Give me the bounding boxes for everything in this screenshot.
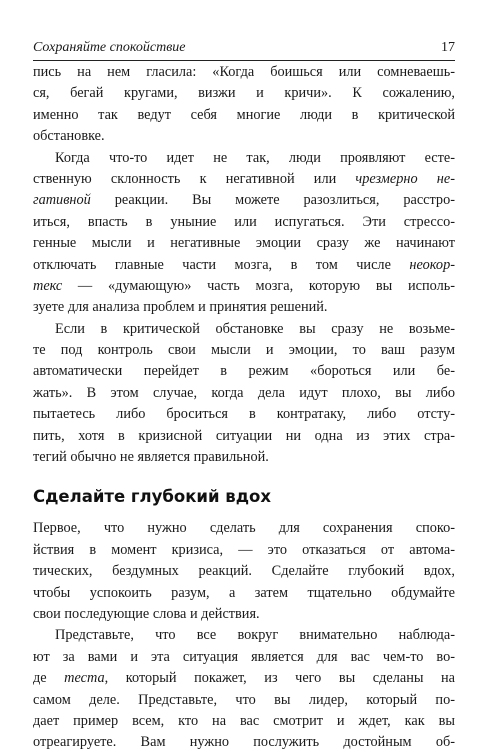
paragraph-5: [33, 625, 455, 753]
italic-term: чрезмерно не-: [355, 170, 455, 187]
text-line: гативной реакции. Вы можете разозлиться, расстро-: [33, 192, 455, 209]
text-line: чтобы успокоить разум, а затем тщательно обдумайте: [33, 584, 455, 601]
text-line: пись на нем гласила: «Когда боишься или сомневаешь-: [33, 64, 455, 80]
running-header: [33, 38, 455, 61]
text-line: Представьте, что все вокруг внимательно наблюда-: [55, 627, 455, 644]
text-line: самом деле. Представьте, что вы лидер, который по-: [33, 691, 455, 708]
text-line: йствия в момент кризиса, — это отказаться от автома-: [33, 541, 455, 558]
running-title: Сохраняйте спокойствие: [33, 40, 186, 55]
text-line: иться, впасть в уныние или испугаться. Эти стрессо-: [33, 213, 455, 230]
text-line: зуете для анализа проблем и принятия решений.: [33, 299, 328, 316]
text-line: пить, хотя в кризисной ситуации ни одна из этих стра-: [33, 427, 455, 444]
page-number: 17: [441, 40, 455, 55]
text-line: именно так ведут себя многие люди в критической: [33, 106, 455, 123]
text-line: свои последующие слова и действия.: [33, 605, 260, 622]
italic-term: гативной: [33, 192, 91, 209]
paragraph-1: [33, 62, 455, 148]
text-line: текс — «думающую» часть мозга, которую вы исполь-: [33, 277, 455, 294]
text-line: отреагируете. Вам нужно послужить достойным об-: [33, 734, 455, 751]
italic-term: неокор-: [409, 256, 455, 273]
text-line: обстановке.: [33, 128, 105, 145]
paragraph-2: [33, 148, 455, 319]
section-heading: Сделайте глубокий вдох: [33, 487, 272, 507]
text-line: де теста, который покажет, из чего вы сделаны на: [33, 670, 455, 687]
text-line: ственную склонность к негативной или чрезмерно не-: [33, 170, 455, 187]
text-line: те под контроль свои мысли и эмоции, то ваш разум: [33, 342, 455, 359]
paragraph-3: [33, 319, 455, 469]
text-line: тегий обычно не является правильной.: [33, 449, 269, 466]
text-line: жать». В этом случае, когда дела идут плохо, вы либо: [33, 384, 455, 401]
text-line: ют за вами и эта ситуация является для вас чем-то во-: [33, 648, 455, 665]
text-line: отключать главные части мозга, в том числе неокор-: [33, 256, 455, 273]
text-line: пытаетесь либо броситься в контратаку, либо отсту-: [33, 406, 455, 423]
text-line: Если в критической обстановке вы сразу не возьме-: [55, 320, 455, 337]
italic-term: текс: [33, 277, 63, 294]
text-line: ся, бегай кругами, визжи и кричи». К сожалению,: [33, 85, 455, 102]
italic-term: теста: [64, 670, 105, 687]
text-line: генные мысли и негативные эмоции сразу же начинают: [33, 235, 455, 252]
text-line: тических, бездумных реакций. Сделайте глубокий вдох,: [33, 563, 455, 580]
text-line: автоматически перейдет в режим «бороться или бе-: [33, 363, 455, 380]
text-line: Когда что-то идет не так, люди проявляют есте-: [55, 149, 455, 166]
text-line: дает пример всем, кто на вас смотрит и ждет, как вы: [33, 712, 455, 729]
paragraph-4: [33, 518, 455, 625]
text-line: Первое, что нужно сделать для сохранения споко-: [33, 520, 455, 537]
